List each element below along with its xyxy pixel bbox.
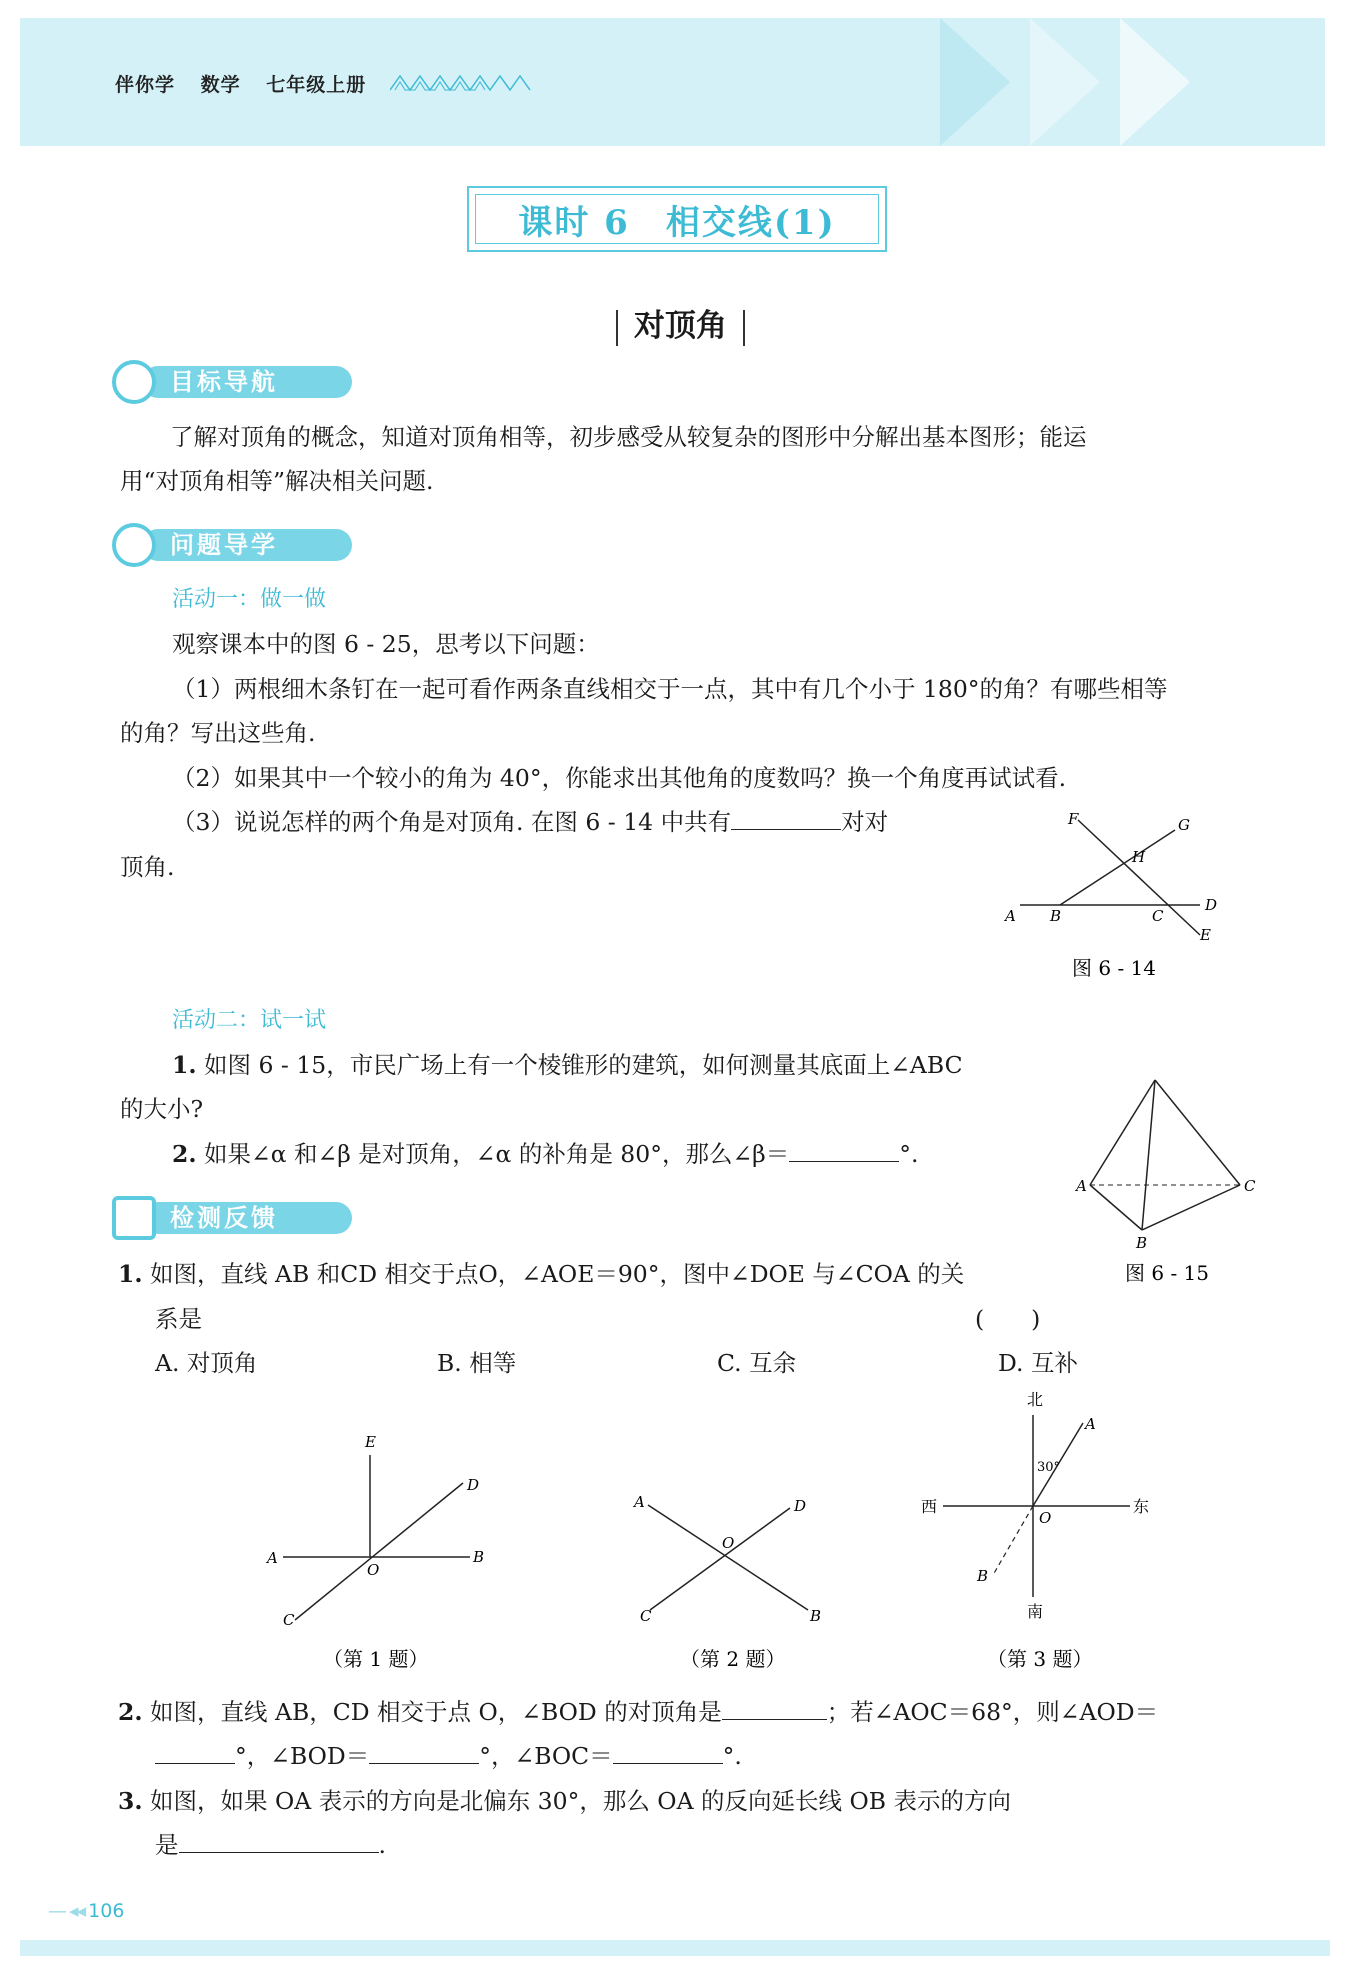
activity1-q3-line2: 顶角.: [120, 853, 175, 881]
activity2-q1-line2: 的大小?: [120, 1095, 204, 1123]
figure-caption: 图 6 - 15: [1125, 1261, 1210, 1285]
section-guide-label: 问题导学: [142, 529, 352, 561]
answer-blank[interactable]: [369, 1737, 479, 1764]
label-O: O: [722, 1534, 735, 1552]
label-A: A: [1076, 1177, 1087, 1195]
book-header: [115, 70, 384, 97]
answer-blank[interactable]: [155, 1737, 235, 1764]
q-text: 是: [155, 1831, 179, 1859]
chevron-decoration: [1030, 18, 1100, 146]
edge: [1090, 1185, 1142, 1230]
section-subtitle: [600, 300, 761, 346]
label-B: B: [977, 1567, 989, 1585]
activity1-title: 活动一：做一做: [172, 587, 327, 612]
question-number: 2.: [172, 1140, 197, 1168]
question-number: 1.: [172, 1051, 197, 1079]
arrow-decoration-icon: — ◂◂: [48, 1900, 89, 1922]
option-a[interactable]: A. 对顶角: [155, 1349, 258, 1377]
label-D: D: [1205, 896, 1218, 914]
q3-text-tail: 对对: [841, 808, 889, 836]
figure-caption: （第 1 题）: [323, 1647, 429, 1671]
wave-decoration-icon: [390, 72, 535, 92]
goal-text-line1: 了解对顶角的概念，知道对顶角相等，初步感受从较复杂的图形中分解出基本图形；能运: [170, 423, 1087, 451]
figure-caption: （第 3 题）: [987, 1647, 1093, 1671]
figure-6-15: [1060, 1070, 1260, 1290]
label-B: B: [810, 1607, 822, 1625]
edge: [1155, 1080, 1240, 1185]
feedback-q1-line1: [118, 1252, 964, 1296]
label-north: 北: [1027, 1390, 1044, 1409]
q3-text: （3）说说怎样的两个角是对顶角. 在图 6 - 14 中共有: [172, 808, 732, 836]
q-text: 如图，如果 OA 表示的方向是北偏东 30°，那么 OA 的反向延长线 OB 表示的方向: [150, 1787, 1011, 1815]
q-text: 如图 6 - 15，市民广场上有一个棱锥形的建筑，如何测量其底面上∠ABC: [204, 1051, 963, 1079]
head-gear-icon: [112, 523, 156, 567]
activity1-q1-line2: 的角？写出这些角.: [120, 719, 316, 747]
goal-text-line2: 用“对顶角相等”解决相关问题.: [120, 467, 434, 495]
activity1-q1-line1: （1）两根细木条钉在一起可看作两条直线相交于一点，其中有几个小于 180°的角？有哪些相等: [172, 675, 1168, 703]
answer-blank[interactable]: [179, 1826, 379, 1853]
label-C: C: [1152, 907, 1164, 925]
ray-OB: [993, 1506, 1033, 1575]
q-text: 如果∠α 和∠β 是对顶角，∠α 的补角是 80°，那么∠β＝: [204, 1140, 790, 1168]
line-BG: [1060, 830, 1175, 905]
answer-blank[interactable]: [613, 1737, 723, 1764]
edge: [1090, 1080, 1155, 1185]
label-O: O: [367, 1561, 380, 1579]
answer-parentheses[interactable]: ( ): [975, 1305, 1041, 1333]
activity2-q2: [172, 1132, 918, 1176]
activity1-q3-line1: [172, 800, 888, 844]
q-text: °，∠BOD＝: [235, 1742, 370, 1770]
edge: [1142, 1080, 1155, 1230]
label-east: 东: [1133, 1497, 1150, 1516]
chevron-decoration: [940, 18, 1010, 146]
footer-band: [20, 1940, 1330, 1956]
section-goal-label: 目标导航: [142, 366, 352, 398]
activity1-intro: 观察课本中的图 6 - 25，思考以下问题：: [172, 630, 600, 658]
label-C: C: [283, 1611, 295, 1629]
activity2-q1-line1: [172, 1043, 963, 1087]
label-A: A: [1005, 907, 1016, 925]
label-H: H: [1132, 848, 1146, 866]
answer-blank[interactable]: [722, 1693, 827, 1720]
line-FE: [1078, 820, 1200, 935]
figure-question-2: [628, 1475, 848, 1675]
question-number: 1.: [118, 1260, 143, 1288]
feedback-q3-line2: [155, 1823, 386, 1867]
option-b[interactable]: B. 相等: [437, 1349, 517, 1377]
label-A: A: [267, 1549, 278, 1567]
label-C: C: [1244, 1177, 1256, 1195]
answer-blank[interactable]: [789, 1135, 899, 1162]
line-CD: [295, 1483, 463, 1620]
figure-question-3: [915, 1385, 1165, 1675]
page-number: [48, 1900, 124, 1922]
label-E: E: [365, 1433, 376, 1451]
label-E: E: [1200, 926, 1211, 944]
label-B: B: [1136, 1234, 1148, 1252]
label-west: 西: [921, 1497, 938, 1516]
q-text: 如图，直线 AB，CD 相交于点 O，∠BOD 的对顶角是: [150, 1698, 722, 1726]
subject-name: 数学: [200, 74, 241, 96]
page-number-text: 106: [88, 1900, 125, 1922]
activity2-title: 活动二：试一试: [172, 1008, 327, 1033]
divider: [616, 310, 618, 346]
lesson-title-box: [467, 186, 887, 252]
label-D: D: [467, 1476, 480, 1494]
target-icon: [112, 360, 156, 404]
q-text: ；若∠AOC＝68°，则∠AOD＝: [826, 1698, 1159, 1726]
question-number: 2.: [118, 1698, 143, 1726]
option-c[interactable]: C. 互余: [717, 1349, 797, 1377]
answer-blank[interactable]: [731, 803, 841, 830]
figure-caption: 图 6 - 14: [1072, 956, 1157, 980]
feedback-q2-line1: [118, 1690, 1158, 1734]
label-G: G: [1178, 816, 1190, 834]
feedback-q1-line2: 系是: [155, 1305, 202, 1333]
divider: [743, 310, 745, 346]
figure-question-1: [255, 1425, 505, 1675]
checklist-icon: [112, 1196, 156, 1240]
feedback-q3-line1: [118, 1779, 1011, 1823]
section-feedback-label: 检测反馈: [142, 1202, 352, 1234]
label-D: D: [794, 1497, 807, 1515]
label-A: A: [634, 1493, 645, 1511]
label-south: 南: [1027, 1602, 1044, 1621]
option-d[interactable]: D. 互补: [998, 1349, 1078, 1377]
label-F: F: [1068, 810, 1079, 828]
line-CD: [650, 1508, 790, 1610]
figure-6-14: [1000, 810, 1240, 980]
section-goal: [112, 360, 372, 402]
activity1-q2: （2）如果其中一个较小的角为 40°，你能求出其他角的度数吗？换一个角度再试试看.: [172, 764, 1067, 792]
grade-name: 七年级上册: [266, 74, 367, 96]
edge: [1142, 1185, 1240, 1230]
label-O: O: [1039, 1509, 1052, 1527]
feedback-q2-line2: [155, 1734, 742, 1778]
label-A: A: [1085, 1415, 1096, 1433]
q-text-tail: °.: [899, 1140, 919, 1168]
q-text: °，∠BOC＝: [479, 1742, 613, 1770]
section-feedback: [112, 1196, 372, 1238]
chevron-decoration: [1120, 18, 1190, 146]
label-B: B: [1050, 907, 1062, 925]
lesson-title: 课时 6 相交线(1): [475, 194, 879, 244]
question-number: 3.: [118, 1787, 143, 1815]
angle-label: 30°: [1037, 1460, 1061, 1475]
label-B: B: [473, 1548, 485, 1566]
q-text: .: [378, 1831, 386, 1859]
book-name: 伴你学: [115, 74, 176, 96]
subtitle-text: 对顶角: [634, 308, 727, 344]
label-C: C: [640, 1607, 652, 1625]
q-text: 如图，直线 AB 和CD 相交于点O，∠AOE＝90°，图中∠DOE 与∠COA 的关: [150, 1260, 965, 1288]
q-text: °.: [722, 1742, 742, 1770]
figure-caption: （第 2 题）: [680, 1647, 786, 1671]
section-guide: [112, 523, 372, 565]
